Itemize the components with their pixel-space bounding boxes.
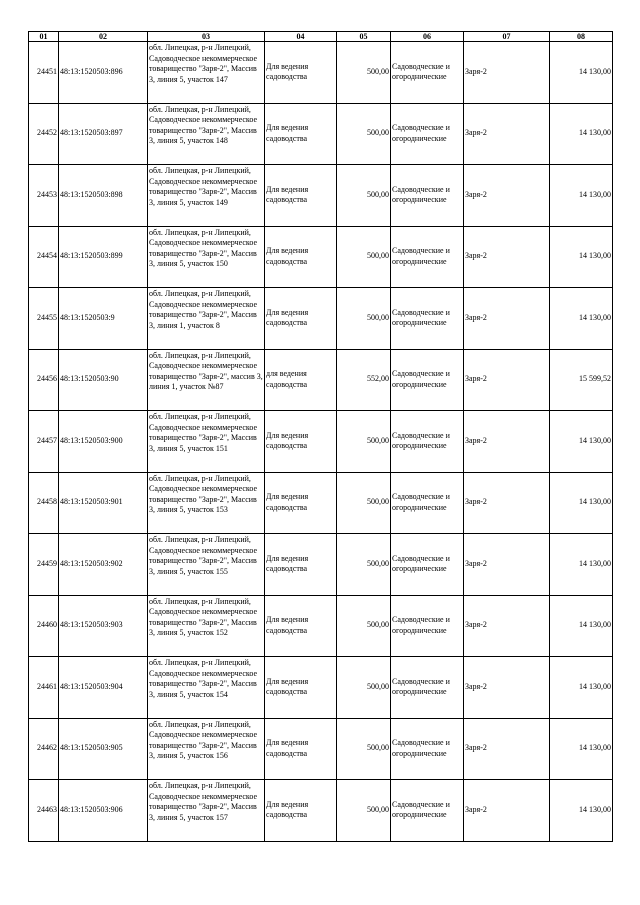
cadastral-number-cell: 48:13:1520503:900 [59, 411, 148, 473]
cadastral-number-cell: 48:13:1520503:899 [59, 226, 148, 288]
row-number-cell: 24461 [29, 657, 59, 719]
row-number-cell: 24458 [29, 472, 59, 534]
location-cell: Заря-2 [464, 595, 550, 657]
land-category-cell: Садоводческие и огороднические [391, 103, 464, 165]
address-cell: обл. Липецкая, р-н Липецкий, Садоводческое некоммерческое товарищество "Заря-2", Массив 3, линия 5, участок 154 [148, 657, 265, 719]
location-cell: Заря-2 [464, 226, 550, 288]
cadastral-number-cell: 48:13:1520503:898 [59, 165, 148, 227]
area-cell: 500,00 [337, 411, 391, 473]
table-row [29, 595, 613, 657]
cadastral-number-cell: 48:13:1520503:9 [59, 288, 148, 350]
address-cell: обл. Липецкая, р-н Липецкий, Садоводческое некоммерческое товарищество "Заря-2", Массив 3, линия 5, участок 147 [148, 42, 265, 104]
cadastral-value-cell: 14 130,00 [550, 165, 613, 227]
cadastral-value-cell: 14 130,00 [550, 288, 613, 350]
area-cell: 500,00 [337, 780, 391, 842]
address-cell: обл. Липецкая, р-н Липецкий, Садоводческое некоммерческое товарищество "Заря-2", массив 3, линия 1, участок №87 [148, 349, 265, 411]
cadastral-number-cell: 48:13:1520503:903 [59, 595, 148, 657]
address-cell: обл. Липецкая, р-н Липецкий, Садоводческое некоммерческое товарищество "Заря-2", Массив 3, линия 5, участок 152 [148, 595, 265, 657]
address-cell: обл. Липецкая, р-н Липецкий, Садоводческое некоммерческое товарищество "Заря-2", Массив 3, линия 5, участок 150 [148, 226, 265, 288]
permitted-use-cell: Для ведения садоводства [265, 226, 337, 288]
row-number-cell: 24454 [29, 226, 59, 288]
col-header-02: 02 [59, 32, 148, 42]
location-cell: Заря-2 [464, 657, 550, 719]
location-cell: Заря-2 [464, 288, 550, 350]
permitted-use-cell: Для ведения садоводства [265, 718, 337, 780]
cadastral-number-cell: 48:13:1520503:90 [59, 349, 148, 411]
land-category-cell: Садоводческие и огороднические [391, 42, 464, 104]
area-cell: 500,00 [337, 472, 391, 534]
row-number-cell: 24456 [29, 349, 59, 411]
cadastral-value-cell: 14 130,00 [550, 657, 613, 719]
land-category-cell: Садоводческие и огороднические [391, 226, 464, 288]
permitted-use-cell: Для ведения садоводства [265, 411, 337, 473]
location-cell: Заря-2 [464, 411, 550, 473]
land-category-cell: Садоводческие и огороднические [391, 288, 464, 350]
land-category-cell: Садоводческие и огороднические [391, 718, 464, 780]
cadastral-value-cell: 14 130,00 [550, 780, 613, 842]
cadastral-value-cell: 15 599,52 [550, 349, 613, 411]
row-number-cell: 24455 [29, 288, 59, 350]
location-cell: Заря-2 [464, 103, 550, 165]
land-category-cell: Садоводческие и огороднические [391, 165, 464, 227]
col-header-01: 01 [29, 32, 59, 42]
permitted-use-cell: Для ведения садоводства [265, 103, 337, 165]
cadastral-value-cell: 14 130,00 [550, 42, 613, 104]
row-number-cell: 24451 [29, 42, 59, 104]
area-cell: 500,00 [337, 718, 391, 780]
col-header-03: 03 [148, 32, 265, 42]
land-category-cell: Садоводческие и огороднические [391, 657, 464, 719]
cadastral-number-cell: 48:13:1520503:901 [59, 472, 148, 534]
address-cell: обл. Липецкая, р-н Липецкий, Садоводческое некоммерческое товарищество "Заря-2", Массив 3, линия 5, участок 157 [148, 780, 265, 842]
permitted-use-cell: Для ведения садоводства [265, 657, 337, 719]
address-cell: обл. Липецкая, р-н Липецкий, Садоводческое некоммерческое товарищество "Заря-2", Массив 3, линия 5, участок 151 [148, 411, 265, 473]
permitted-use-cell: Для ведения садоводства [265, 288, 337, 350]
table-header [29, 32, 613, 42]
cadastral-number-cell: 48:13:1520503:905 [59, 718, 148, 780]
area-cell: 552,00 [337, 349, 391, 411]
cadastral-value-cell: 14 130,00 [550, 534, 613, 596]
row-number-cell: 24457 [29, 411, 59, 473]
location-cell: Заря-2 [464, 349, 550, 411]
col-header-07: 07 [464, 32, 550, 42]
table-row [29, 165, 613, 227]
col-header-06: 06 [391, 32, 464, 42]
area-cell: 500,00 [337, 595, 391, 657]
cadastral-value-cell: 14 130,00 [550, 595, 613, 657]
table-row [29, 103, 613, 165]
table-row [29, 780, 613, 842]
col-header-05: 05 [337, 32, 391, 42]
land-category-cell: Садоводческие и огороднические [391, 472, 464, 534]
area-cell: 500,00 [337, 288, 391, 350]
location-cell: Заря-2 [464, 42, 550, 104]
cadastral-number-cell: 48:13:1520503:906 [59, 780, 148, 842]
land-plots-table [28, 31, 613, 842]
location-cell: Заря-2 [464, 534, 550, 596]
cadastral-number-cell: 48:13:1520503:904 [59, 657, 148, 719]
area-cell: 500,00 [337, 657, 391, 719]
table-body [29, 42, 613, 842]
permitted-use-cell: для ведения садоводства [265, 349, 337, 411]
table-row [29, 288, 613, 350]
cadastral-value-cell: 14 130,00 [550, 226, 613, 288]
area-cell: 500,00 [337, 103, 391, 165]
row-number-cell: 24463 [29, 780, 59, 842]
col-header-08: 08 [550, 32, 613, 42]
cadastral-value-cell: 14 130,00 [550, 472, 613, 534]
land-category-cell: Садоводческие и огороднические [391, 411, 464, 473]
land-category-cell: Садоводческие и огороднические [391, 349, 464, 411]
location-cell: Заря-2 [464, 165, 550, 227]
row-number-cell: 24459 [29, 534, 59, 596]
land-category-cell: Садоводческие и огороднические [391, 780, 464, 842]
registry-sheet [28, 31, 612, 842]
address-cell: обл. Липецкая, р-н Липецкий, Садоводческое некоммерческое товарищество "Заря-2", Массив 3, линия 5, участок 148 [148, 103, 265, 165]
location-cell: Заря-2 [464, 780, 550, 842]
cadastral-value-cell: 14 130,00 [550, 718, 613, 780]
permitted-use-cell: Для ведения садоводства [265, 595, 337, 657]
address-cell: обл. Липецкая, р-н Липецкий, Садоводческое некоммерческое товарищество "Заря-2", Массив 3, линия 5, участок 149 [148, 165, 265, 227]
permitted-use-cell: Для ведения садоводства [265, 472, 337, 534]
permitted-use-cell: Для ведения садоводства [265, 534, 337, 596]
permitted-use-cell: Для ведения садоводства [265, 780, 337, 842]
header-row [29, 32, 613, 42]
location-cell: Заря-2 [464, 718, 550, 780]
table-row [29, 657, 613, 719]
table-row [29, 534, 613, 596]
table-row [29, 718, 613, 780]
cadastral-number-cell: 48:13:1520503:897 [59, 103, 148, 165]
area-cell: 500,00 [337, 534, 391, 596]
table-row [29, 411, 613, 473]
row-number-cell: 24453 [29, 165, 59, 227]
cadastral-number-cell: 48:13:1520503:896 [59, 42, 148, 104]
area-cell: 500,00 [337, 165, 391, 227]
row-number-cell: 24460 [29, 595, 59, 657]
address-cell: обл. Липецкая, р-н Липецкий, Садоводческое некоммерческое товарищество "Заря-2", Массив 3, линия 5, участок 153 [148, 472, 265, 534]
permitted-use-cell: Для ведения садоводства [265, 42, 337, 104]
address-cell: обл. Липецкая, р-н Липецкий, Садоводческое некоммерческое товарищество "Заря-2", Массив 3, линия 5, участок 155 [148, 534, 265, 596]
cadastral-number-cell: 48:13:1520503:902 [59, 534, 148, 596]
land-category-cell: Садоводческие и огороднические [391, 534, 464, 596]
table-row [29, 226, 613, 288]
permitted-use-cell: Для ведения садоводства [265, 165, 337, 227]
address-cell: обл. Липецкая, р-н Липецкий, Садоводческое некоммерческое товарищество "Заря-2", Массив 3, линия 5, участок 156 [148, 718, 265, 780]
table-row [29, 42, 613, 104]
location-cell: Заря-2 [464, 472, 550, 534]
cadastral-value-cell: 14 130,00 [550, 103, 613, 165]
area-cell: 500,00 [337, 226, 391, 288]
address-cell: обл. Липецкая, р-н Липецкий, Садоводческое некоммерческое товарищество "Заря-2", Массив 3, линия 1, участок 8 [148, 288, 265, 350]
cadastral-value-cell: 14 130,00 [550, 411, 613, 473]
table-row [29, 349, 613, 411]
table-row [29, 472, 613, 534]
col-header-04: 04 [265, 32, 337, 42]
area-cell: 500,00 [337, 42, 391, 104]
row-number-cell: 24462 [29, 718, 59, 780]
land-category-cell: Садоводческие и огороднические [391, 595, 464, 657]
row-number-cell: 24452 [29, 103, 59, 165]
